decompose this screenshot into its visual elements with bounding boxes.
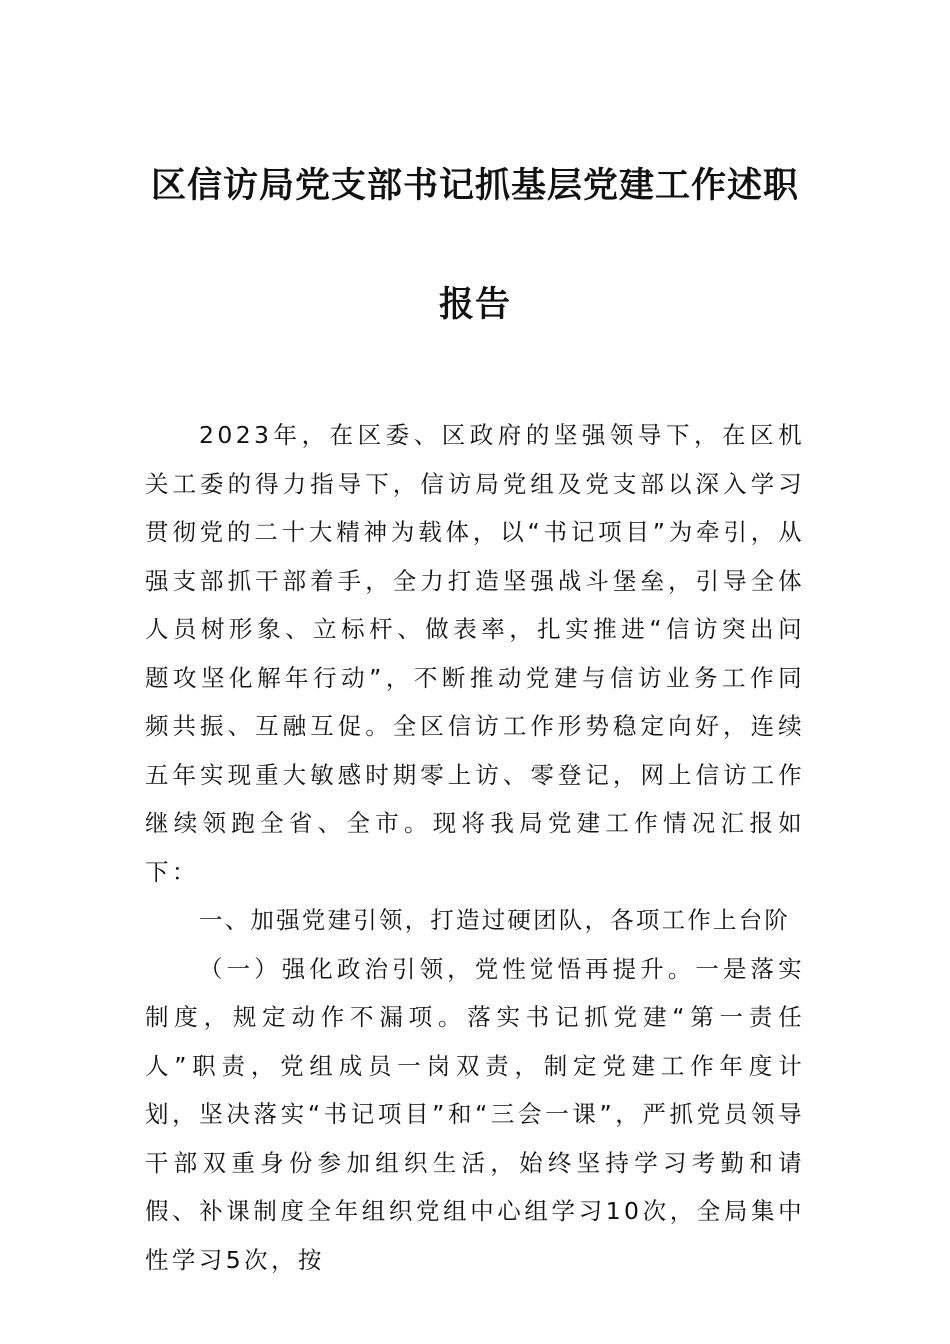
- intro-paragraph: 2023年，在区委、区政府的坚强领导下，在区机关工委的得力指导下，信访局党组及党支部以深入学习贯彻党的二十大精神为载体，以“书记项目”为牵引，从强支部抓干部着手，全力打造坚强战斗堡垒，引导全体人员树形象、立标杆、做表率，扎实推进“信访突出问题攻坚化解年行动”，不断推动党建与信访业务工作同频共振、互融互促。全区信访工作形势稳定向好，连续五年实现重大敏感时期零上访、零登记，网上信访工作继续领跑全省、全市。现将我局党建工作情况汇报如下：: [145, 421, 805, 886]
- document-body: [145, 411, 805, 1284]
- document-title-line-2: 报告: [438, 284, 511, 325]
- section-heading-1: 一、加强党建引领，打造过硬团队，各项工作上台阶: [199, 906, 791, 934]
- subsection-paragraph-1: （一）强化政治引领，党性觉悟再提升。一是落实制度，规定动作不漏项。落实书记抓党建“第一责任人”职责，党组成员一岗双责，制定党建工作年度计划，坚决落实“书记项目”和“三会一课”，严抓党员领导干部双重身份参加组织生活，始终坚持学习考勤和请假、补课制度全年组织党组中心组学习10次，全局集中性学习5次，按: [145, 954, 805, 1274]
- document-title-line-1: 区信访局党支部书记抓基层党建工作述职: [150, 165, 799, 206]
